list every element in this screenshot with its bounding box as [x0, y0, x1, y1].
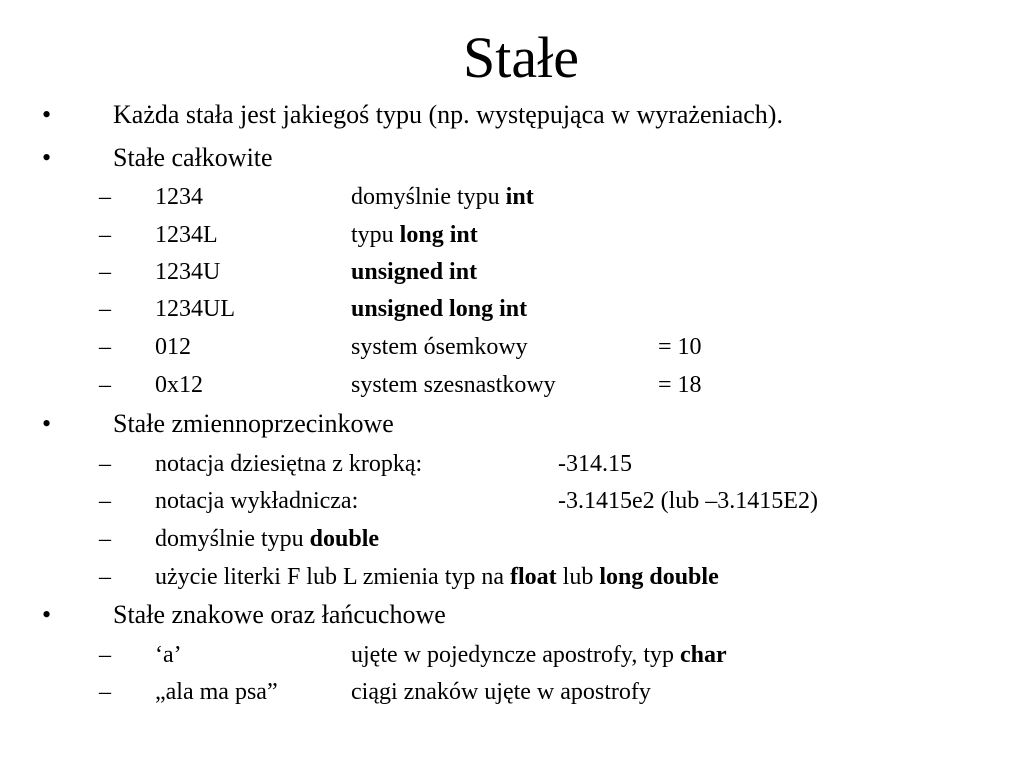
dash-marker: –	[99, 372, 111, 398]
type-name: float	[510, 564, 557, 590]
label: notacja dziesiętna z kropką:	[155, 451, 423, 477]
dash-marker: –	[99, 334, 111, 360]
bullet-marker: •	[42, 600, 52, 629]
description: typu long int	[351, 222, 478, 248]
bullet-text: Każda stała jest jakiegoś typu (np. występująca w wyrażeniach).	[113, 100, 783, 129]
label: notacja wykładnicza:	[155, 488, 359, 514]
description: użycie literki F lub L zmienia typ na float lub long double	[155, 564, 719, 590]
type-name: long double	[599, 564, 719, 590]
description: ujęte w pojedyncze apostrofy, typ char	[351, 642, 727, 668]
description: system szesnastkowy	[351, 372, 556, 398]
dash-marker: –	[99, 679, 111, 705]
dash-marker: –	[99, 564, 111, 590]
dash-marker: –	[99, 296, 111, 322]
literal: 1234UL	[155, 296, 235, 322]
description	[351, 295, 527, 323]
bullet-marker: •	[42, 143, 52, 172]
type-name: int	[505, 184, 534, 210]
description: domyślnie typu int	[351, 184, 534, 210]
dash-marker: –	[99, 526, 111, 552]
literal: 1234U	[155, 259, 221, 285]
dash-marker: –	[99, 259, 111, 285]
bullet-marker: •	[42, 100, 52, 129]
description: system ósemkowy	[351, 334, 528, 360]
slide-title: Stałe	[463, 25, 579, 90]
dash-marker: –	[99, 451, 111, 477]
value: -3.1415e2 (lub –3.1415E2)	[558, 488, 818, 514]
literal: 1234L	[155, 222, 218, 248]
description: domyślnie typu double	[155, 526, 380, 552]
description: ciągi znaków ujęte w apostrofy	[351, 679, 651, 705]
value: = 18	[658, 372, 702, 398]
bullet-text: Stałe znakowe oraz łańcuchowe	[113, 600, 446, 629]
bullet-marker: •	[42, 409, 52, 438]
type-name: unsigned long int	[351, 296, 528, 322]
type-name: double	[309, 526, 380, 552]
dash-marker: –	[99, 488, 111, 514]
type-name: char	[680, 642, 727, 668]
literal: ‘a’	[155, 642, 182, 668]
description	[351, 258, 477, 286]
literal: 012	[155, 334, 191, 360]
dash-marker: –	[99, 184, 111, 210]
literal: 1234	[155, 184, 203, 210]
type-name: long int	[399, 222, 478, 248]
literal: 0x12	[155, 372, 203, 398]
bullet-text: Stałe całkowite	[113, 143, 273, 172]
dash-marker: –	[99, 222, 111, 248]
bullet-text: Stałe zmiennoprzecinkowe	[113, 409, 394, 438]
dash-marker: –	[99, 642, 111, 668]
value: = 10	[658, 334, 702, 360]
value: -314.15	[558, 451, 632, 477]
type-name: unsigned int	[351, 259, 478, 285]
literal: „ala ma psa”	[155, 679, 278, 705]
